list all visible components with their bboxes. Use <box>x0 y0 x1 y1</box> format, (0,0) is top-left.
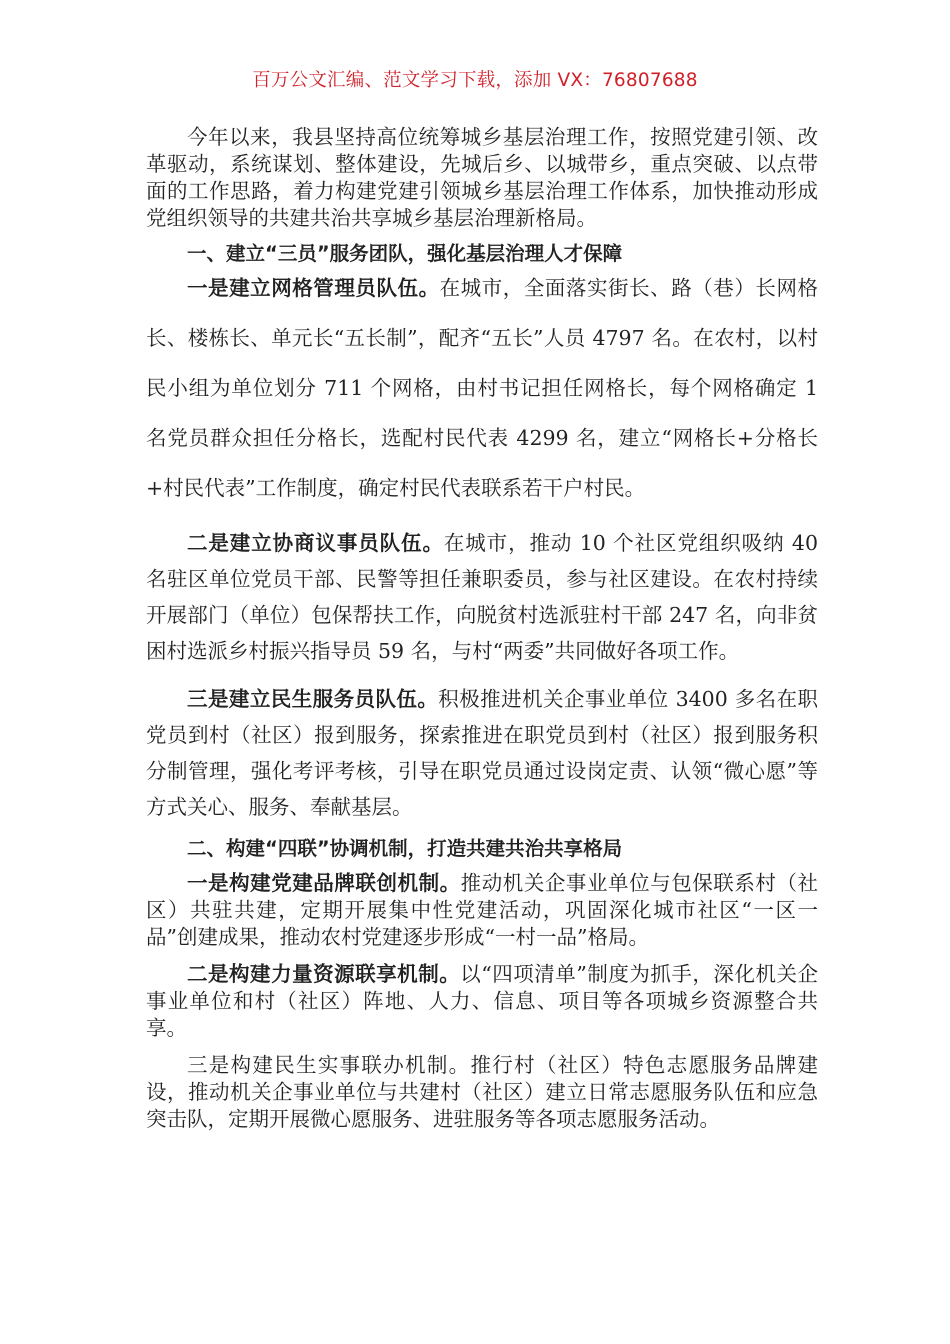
s1-paragraph-1 <box>146 263 818 513</box>
s2-paragraph-1 <box>146 870 818 951</box>
intro-paragraph: 今年以来，我县坚持高位统筹城乡基层治理工作，按照党建引领、改革驱动，系统谋划、整体建设，先城后乡、以城带乡，重点突破、以点带面的工作思路，着力构建党建引领城乡基层治理工作体系，加快推动形成党组织领导的共建共治共享城乡基层治理新格局。 <box>146 125 818 230</box>
section1-heading: 一、建立“三员”服务团队，强化基层治理人才保障 <box>187 242 623 265</box>
s2-p2-text: 以“四项清单”制度为抓手，深化机关企事业单位和村（社区）阵地、人力、信息、项目等各项城乡资源整合共享。 <box>146 962 818 1040</box>
s1-p2-lead: 二是建立协商议事员队伍。 <box>187 531 444 555</box>
s1-paragraph-2 <box>146 525 818 669</box>
s2-paragraph-3: 三是构建民生实事联办机制。推行村（社区）特色志愿服务品牌建设，推动机关企事业单位与共建村（社区）建立日常志愿服务队伍和应急突击队，定期开展微心愿服务、进驻服务等各项志愿服务活动。 <box>146 1053 818 1131</box>
s1-p1-lead: 一是建立网格管理员队伍。 <box>187 276 440 300</box>
s2-p2-lead: 二是构建力量资源联享机制。 <box>187 962 461 986</box>
document-body <box>146 118 818 1133</box>
page-header-watermark: 百万公文汇编、范文学习下载，添加 VX：76807688 <box>252 70 698 91</box>
s2-p1-text: 推动机关企事业单位与包保联系村（社区）共驻共建，定期开展集中性党建活动，巩固深化城市社区“一区一品”创建成果，推动农村党建逐步形成“一村一品”格局。 <box>146 871 818 949</box>
s1-p2-text: 在城市，推动 10 个社区党组织吸纳 40 名驻区单位党员干部、民警等担任兼职委员，参与社区建设。在农村持续开展部门（单位）包保帮扶工作，向脱贫村选派驻村干部 247 名，向非贫困村选派乡村振兴指导员 59 名，与村“两委”共同做好各项工作。 <box>146 531 818 663</box>
s1-p1-text: 在城市，全面落实街长、路（巷）长网格长、楼栋长、单元长“五长制”，配齐“五长”人员 4797 名。在农村，以村民小组为单位划分 711 个网格，由村书记担任网格长，每个网格确定 1 名党员群众担任分格长，选配村民代表 4299 名，建立“网格长+分格长+村民代表”工作制度，确定村民代表联系若干户村民。 <box>146 276 819 500</box>
s2-p1-lead: 一是构建党建品牌联创机制。 <box>187 871 461 895</box>
s1-p3-text: 积极推进机关企事业单位 3400 多名在职党员到村（社区）报到服务，探索推进在职党员到村（社区）报到服务积分制管理，强化考评考核，引导在职党员通过设岗定责、认领“微心愿”等方式关心、服务、奉献基层。 <box>146 687 819 819</box>
s2-paragraph-2 <box>146 961 818 1042</box>
section2-heading: 二、构建“四联”协调机制，打造共建共治共享格局 <box>187 837 623 860</box>
s1-paragraph-3 <box>146 681 818 825</box>
s1-p3-lead: 三是建立民生服务员队伍。 <box>187 687 439 711</box>
